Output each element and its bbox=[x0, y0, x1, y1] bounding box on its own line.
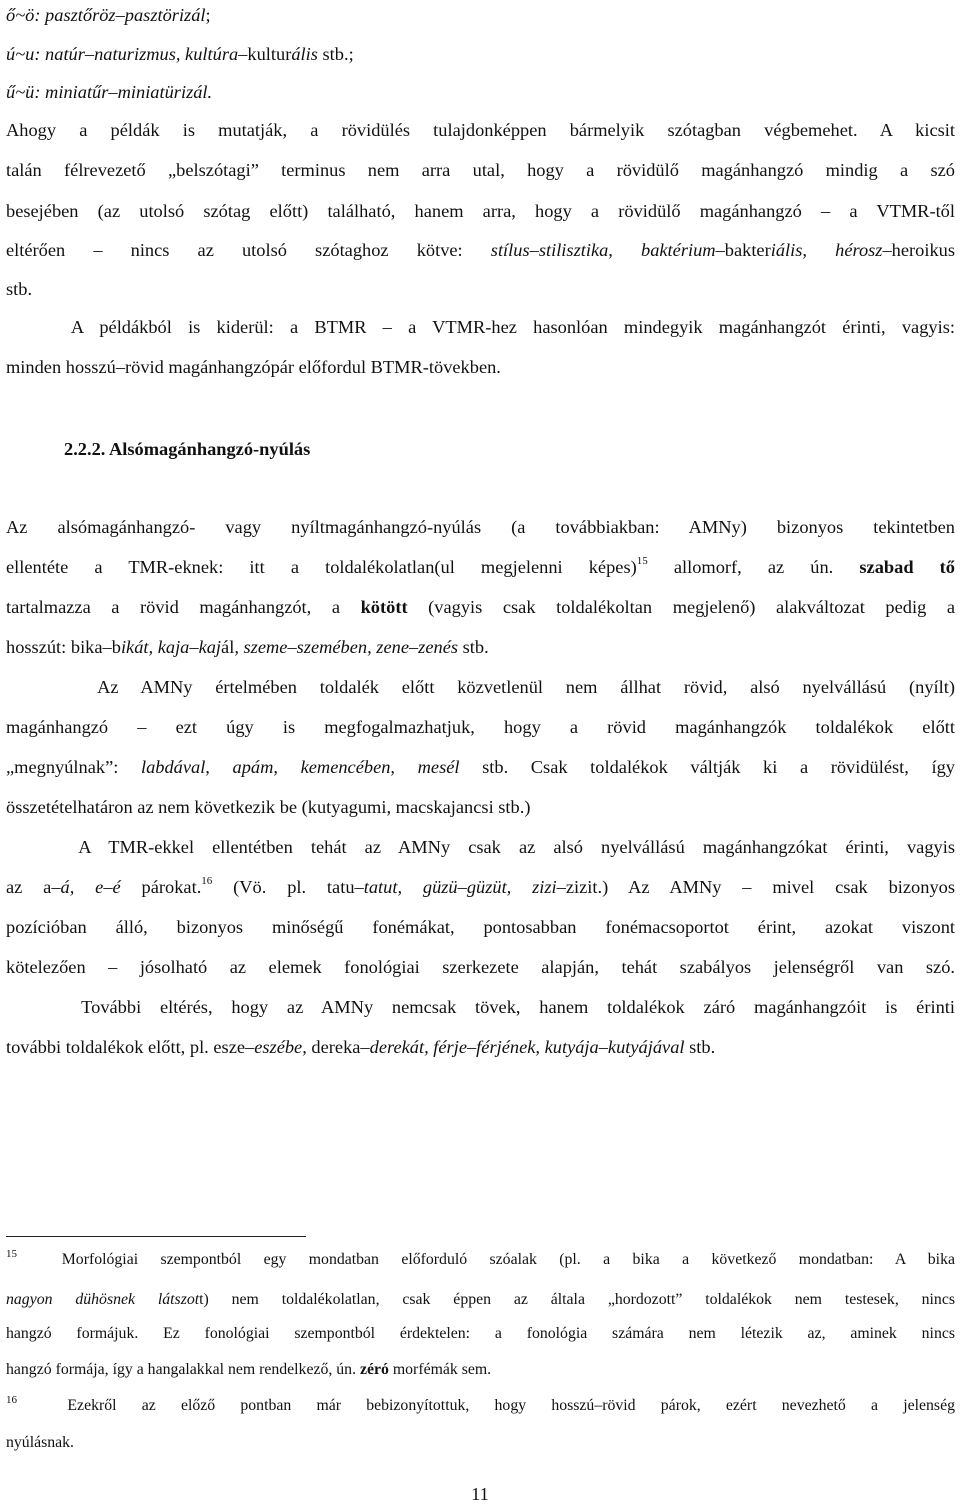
text-line: ellentéte a TMR-eknek: itt a toldalékolatlan(ul megjelenni képes)$^{15}$ allomorf, az ún. szabad tő bbox=[6, 555, 955, 577]
text-line: stb. bbox=[6, 279, 33, 299]
text-line: összetételhatáron az nem következik be (kutyagumi, macskajancsi stb.) bbox=[6, 797, 531, 817]
text-line: tartalmazza a rövid magánhangzót, a kötött (vagyis csak toldalékoltan megjelenő) alakváltozat pedig a bbox=[6, 597, 955, 617]
text-line: magánhangzó – ezt úgy is megfogalmazhatjuk, hogy a rövid magánhangzók toldalékok előtt bbox=[6, 717, 955, 737]
text-line: ú~u: natúr–naturizmus, kultúra–kulturális stb.; bbox=[6, 44, 354, 64]
footnote-line: hangzó formájuk. Ez fonológiai szempontból érdektelen: a fonológia számára nem létezik az, aminek nincs bbox=[6, 1325, 955, 1342]
footnote-line: $^{15}$ Morfológiai szempontból egy mondatban előforduló szóalak (pl. a bika a következő mondatban: A bika bbox=[6, 1248, 955, 1268]
text-line: Ahogy a példák is mutatják, a rövidülés tulajdonképpen bármelyik szótagban végbemehet. A kicsit bbox=[6, 120, 955, 140]
text-line: minden hosszú–rövid magánhangzópár előfordul BTMR-tövekben. bbox=[6, 357, 501, 377]
footnote-line: hangzó formája, így a hangalakkal nem rendelkező, ún. zéró morfémák sem. bbox=[6, 1361, 492, 1378]
text-line: ő~ö: pasztőröz–pasztörizál; bbox=[6, 5, 211, 25]
footnote-separator bbox=[6, 1236, 306, 1237]
footnote-line: nyúlásnak. bbox=[6, 1434, 75, 1451]
text-line: eltérően – nincs az utolsó szótaghoz kötve: stílus–stilisztika, baktérium–bakteriális, hérosz–heroikus bbox=[6, 240, 955, 260]
text-line: besejében (az utolsó szótag előtt) található, hanem arra, hogy a rövidülő magánhangzó – a VTMR-től bbox=[6, 201, 955, 221]
page-number: 11 bbox=[471, 1484, 489, 1504]
text-line: A példákból is kiderül: a BTMR – a VTMR-hez hasonlóan mindegyik magánhangzót érinti, vagyis: bbox=[6, 317, 955, 337]
text-line: Az alsómagánhangzó- vagy nyíltmagánhangzó-nyúlás (a továbbiakban: AMNy) bizonyos tekintetben bbox=[6, 517, 955, 537]
text-line: kötelezően – jósolható az elemek fonológiai szerkezete alapján, tehát szabályos jelenségről van szó. bbox=[6, 957, 955, 977]
footnote-line: nagyon dühösnek látszott) nem toldalékolatlan, csak éppen az általa „hordozott” toldalékok nem testesek, nincs bbox=[6, 1291, 955, 1308]
text-line: „megnyúlnak”: labdával, apám, kemencében, mesél stb. Csak toldalékok váltják ki a rövidülést, így bbox=[6, 757, 955, 777]
footnote-line: $^{16}$ Ezekről az előző pontban már bebizonyítottuk, hogy hosszú–rövid párok, ezért nevezhető a jelenség bbox=[6, 1394, 955, 1414]
text-line: További eltérés, hogy az AMNy nemcsak tövek, hanem toldalékok záró magánhangzóit is érinti bbox=[6, 997, 955, 1017]
text-line: hosszút: bika–bikát, kaja–kajál, szeme–szemében, zene–zenés stb. bbox=[6, 637, 489, 657]
text-line: Az AMNy értelmében toldalék előtt közvetlenül nem állhat rövid, alsó nyelvállású (nyílt) bbox=[6, 677, 955, 697]
text-line: az a–á, e–é párokat.$^{16}$ (Vö. pl. tatu–tatut, güzü–güzüt, zizi–zizit.) Az AMNy – mivel csak bizonyos bbox=[6, 875, 955, 897]
text-line: talán félrevezető „belszótagi” terminus nem arra utal, hogy a rövidülő magánhangzó mindig a szó bbox=[6, 160, 955, 180]
text-line: pozícióban álló, bizonyos minőségű fonémákat, pontosabban fonémacsoportot érint, azokat viszont bbox=[6, 917, 955, 937]
text-line: ű~ü: miniatűr–miniatürizál. bbox=[6, 82, 213, 102]
text-line: további toldalékok előtt, pl. esze–eszébe, dereka–derekát, férje–férjének, kutyája–kutyájával stb. bbox=[6, 1037, 716, 1057]
section-heading: 2.2.2. Alsómagánhangzó-nyúlás bbox=[64, 439, 311, 459]
text-line: A TMR-ekkel ellentétben tehát az AMNy csak az alsó nyelvállású magánhangzókat érinti, vagyis bbox=[6, 837, 955, 857]
